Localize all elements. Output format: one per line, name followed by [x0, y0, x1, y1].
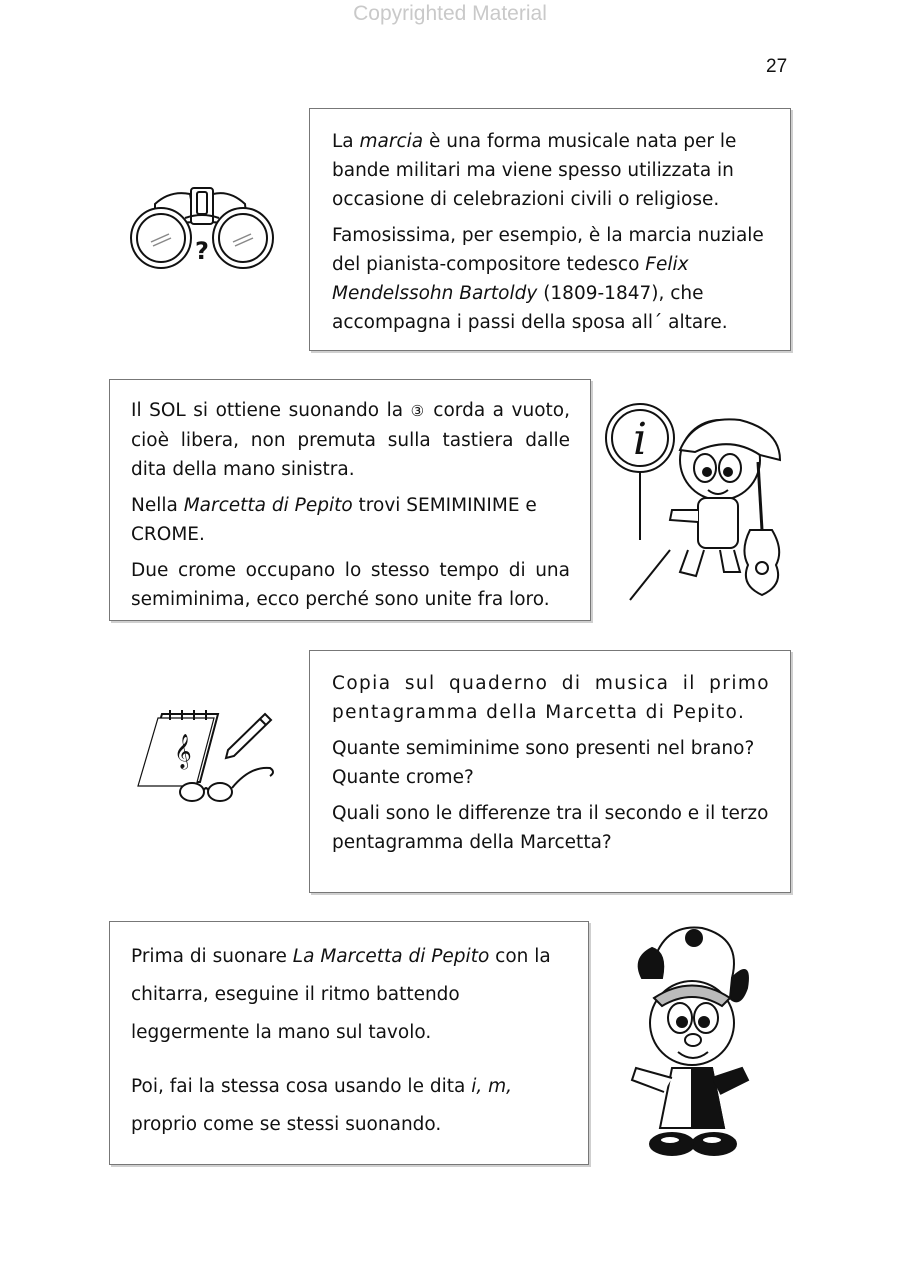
info-box-marcia: [309, 108, 791, 351]
page-number: 27: [766, 56, 788, 77]
copia-paragraph-3: Quali sono le differenze tra il secondo e il terzo pentagramma della Marcetta?: [332, 803, 769, 853]
info-box-sol: [109, 379, 591, 621]
sol-paragraph-3: Due crome occupano lo stesso tempo di una semiminima, ecco perché sono unite fra loro.: [131, 560, 570, 610]
marcia-paragraph-1: La marcia è una forma musicale nata per le bande militari ma viene spesso utilizzata in occasione di celebrazioni civili o religiose.: [332, 131, 737, 210]
ritmo-paragraph-2: Poi, fai la stessa cosa usando le dita i, m, proprio come se stessi suonando.: [131, 1076, 512, 1135]
ritmo-paragraph-1: Prima di suonare La Marcetta di Pepito con la chitarra, eseguine il ritmo battendo leggermente la mano sul tavolo.: [131, 946, 551, 1043]
copia-paragraph-2: Quante semiminime sono presenti nel brano? Quante crome?: [332, 738, 755, 788]
question-mark-label: ?: [195, 237, 209, 265]
string-number-badge: ③: [410, 402, 426, 420]
sol-paragraph-2: Nella Marcetta di Pepito trovi SEMIMINIME e CROME.: [131, 495, 537, 545]
notebook-pencil-glasses-icon: [130, 706, 280, 806]
info-sign-character-illustration: [600, 400, 795, 605]
jester-character-illustration: [622, 918, 762, 1168]
copyright-watermark: Copyrighted Material: [353, 2, 547, 25]
copia-paragraph-1: Copia sul quaderno di musica il primo pentagramma della Marcetta di Pepito.: [332, 673, 770, 723]
exercise-box-ritmo: [109, 921, 589, 1165]
svg-text:𝄞: 𝄞: [174, 734, 192, 769]
exercise-box-copia: [309, 650, 791, 893]
marcia-paragraph-2: Famosissima, per esempio, è la marcia nuziale del pianista-compositore tedesco Felix Mendelssohn Bartoldy (1809-1847), che accompagna i passi della sposa all´ altare.: [332, 225, 764, 333]
binoculars-icon: [125, 184, 280, 274]
info-letter: i: [632, 414, 648, 465]
sol-paragraph-1: Il SOL si ottiene suonando la ③ corda a vuoto, cioè libera, non premuta sulla tastiera dalle dita della mano sinistra.: [131, 400, 570, 480]
